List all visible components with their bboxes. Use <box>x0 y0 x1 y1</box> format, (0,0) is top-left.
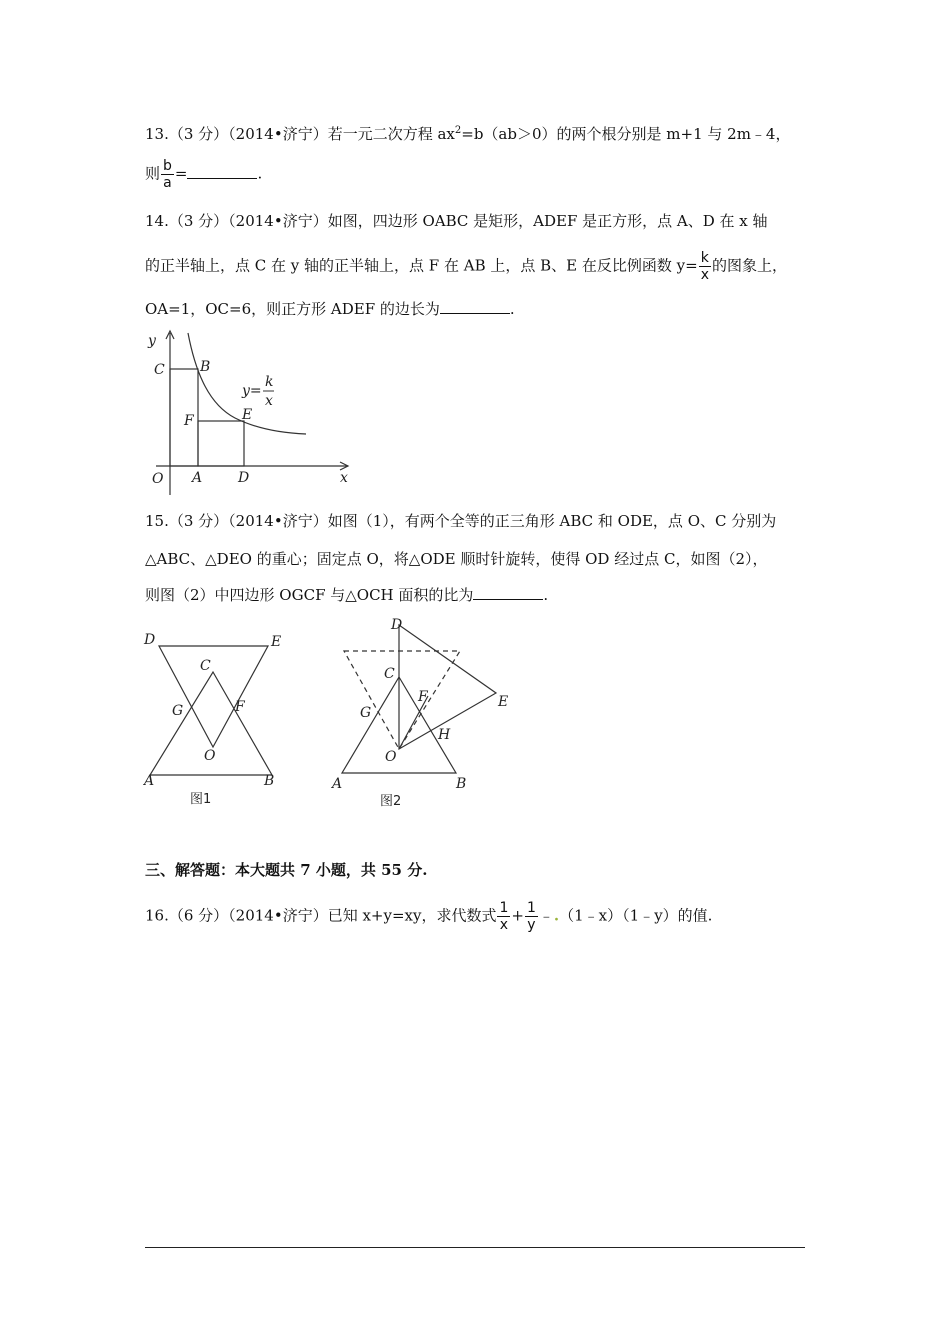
fig2-label-D: D <box>391 617 403 633</box>
fig2-label-A: A <box>332 776 343 792</box>
fig2-label-G: G <box>360 705 372 721</box>
fig1-label-O: O <box>204 748 216 764</box>
func-label-k: k <box>265 374 274 390</box>
fig1-label-B: B <box>264 773 275 789</box>
fig2-label-H: H <box>438 727 451 743</box>
q13-fraction: $\frac{b}{a}$ <box>163 158 172 191</box>
q14-figure <box>140 325 360 500</box>
fig2-label-E: E <box>498 694 509 710</box>
q16-line: 16.（6 分）（2014•济宁）已知 x+y=xy，求代数式 $\frac{1}{x}$ + $\frac{1}{y}$ ﹣.（1﹣x）（1﹣y）的值. <box>145 900 713 933</box>
q15-figure-1 <box>140 625 300 810</box>
q15-line1: 15.（3 分）（2014•济宁）如图（1），有两个全等的正三角形 ABC 和 ODE，点 O、C 分别为 <box>145 512 777 530</box>
q16-fraction-1: $\frac{1}{x}$ <box>499 900 509 933</box>
fig2-label-F: F <box>418 689 428 705</box>
q14-answer-blank[interactable] <box>440 299 510 314</box>
fig1-label-C: C <box>200 658 211 674</box>
label-D: D <box>238 470 250 486</box>
fig1-label-F: F <box>235 699 245 715</box>
q13-line1: 13.（3 分）（2014•济宁）若一元二次方程 $ax^2=b(ab>0)$的两个根分别是 m+1 与 2m﹣4， <box>145 125 791 143</box>
q14-line2: 的正半轴上，点 C 在 y 轴的正半轴上，点 F 在 AB 上，点 B、E 在反比例函数 y= $\frac{k}{x}$ 的图象上， <box>145 250 787 283</box>
label-O: O <box>152 471 164 487</box>
q15-answer-blank[interactable] <box>473 585 543 600</box>
fig1-label-D: D <box>144 632 156 648</box>
q16-fraction-2: $\frac{1}{y}$ <box>526 900 536 933</box>
fig2-label-B: B <box>456 776 467 792</box>
q14-fraction: $\frac{k}{x}$ <box>700 250 709 283</box>
fig2-label-C: C <box>384 666 395 682</box>
label-A: A <box>192 470 203 486</box>
func-label-y: y= <box>242 383 262 399</box>
func-label-x: x <box>265 393 273 409</box>
q14-line1: 14.（3 分）（2014•济宁）如图，四边形 OABC 是矩形，ADEF 是正方形，点 A、D 在 x 轴 <box>145 212 768 230</box>
label-F: F <box>184 413 194 429</box>
q14-line3: OA=1，OC=6，则正方形 ADEF 的边长为 . <box>145 300 515 318</box>
fig2-caption: 图2 <box>380 794 402 809</box>
label-C: C <box>154 362 165 378</box>
label-y: y <box>148 333 156 349</box>
q13-line2: 则 $\frac{b}{a}$ = . <box>145 158 263 191</box>
footer-rule <box>145 1247 805 1248</box>
q15-line2: △ABC、△DEO 的重心；固定点 O，将△ODE 顺时针旋转，使得 OD 经过点 C，如图（2）， <box>145 550 768 568</box>
q16-dot: . <box>553 906 560 925</box>
fig1-label-G: G <box>172 703 184 719</box>
label-x: x <box>340 470 348 486</box>
label-E: E <box>242 407 253 423</box>
fig1-label-E: E <box>271 634 282 650</box>
fig1-label-A: A <box>144 773 155 789</box>
q15-line3: 则图（2）中四边形 OGCF 与△OCH 面积的比为 . <box>145 586 549 604</box>
q13-answer-blank[interactable] <box>187 164 257 179</box>
q15-figure-2 <box>330 615 520 810</box>
fig2-label-O: O <box>385 749 397 765</box>
label-B: B <box>200 359 211 375</box>
section-3-heading: 三、解答题：本大题共 7 小题，共 55 分. <box>145 861 428 879</box>
fig1-caption: 图1 <box>190 792 212 807</box>
